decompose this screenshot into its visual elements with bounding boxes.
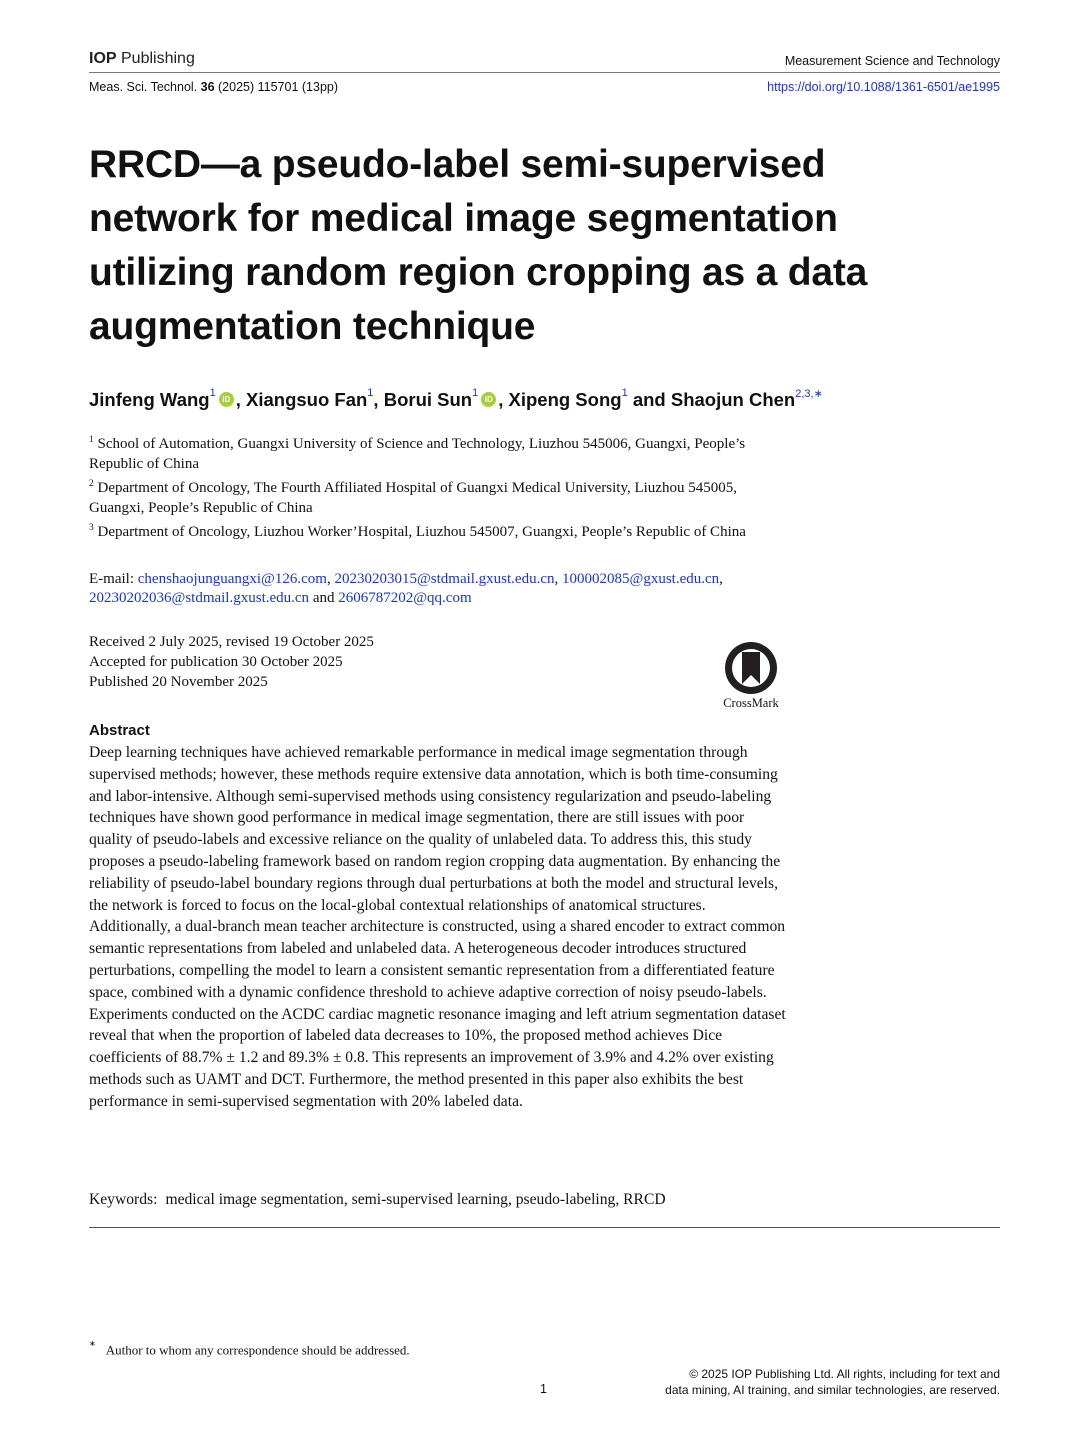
email-link[interactable]: 20230202036@stdmail.gxust.edu.cn	[89, 590, 310, 606]
abstract-heading: Abstract	[89, 722, 150, 739]
crossmark-label: CrossMark	[723, 696, 779, 710]
author-name: Borui Sun	[383, 389, 473, 410]
email-link[interactable]: 2606787202@qq.com	[338, 590, 472, 606]
affiliation-item	[89, 430, 769, 474]
author-affil-ref[interactable]: 1	[472, 387, 479, 399]
affiliation-number: 1	[89, 435, 94, 445]
affiliation-text: Department of Oncology, Liuzhou Worker’Hospital, Liuzhou 545007, Guangxi, People’s Republic of China	[93, 524, 746, 540]
footnote-text: Author to whom any correspondence should be addressed.	[105, 1342, 410, 1358]
affiliation-item	[89, 518, 769, 542]
author-list	[89, 389, 823, 411]
publisher-logo-bold: IOP	[89, 50, 117, 67]
keywords	[89, 1191, 666, 1209]
keywords-label: Keywords:	[89, 1191, 158, 1208]
header-bar	[89, 50, 1000, 73]
author-separator: ,	[235, 389, 246, 410]
author-separator: ,	[373, 389, 384, 410]
author-separator: and	[627, 389, 671, 410]
author-affil-ref[interactable]: 1	[367, 387, 374, 399]
received-date: Received 2 July 2025, revised 19 October 2025	[89, 634, 374, 650]
crossmark-badge[interactable]	[716, 640, 786, 712]
affiliations	[89, 430, 769, 542]
footnote	[89, 1339, 410, 1358]
author-name: Xipeng Song	[508, 389, 622, 410]
email-link[interactable]: 20230203015@stdmail.gxust.edu.cn	[334, 571, 555, 587]
affiliation-item	[89, 474, 769, 518]
publisher-logo	[89, 50, 195, 68]
published-date: Published 20 November 2025	[89, 674, 268, 690]
citation-details: (2025) 115701 (13pp)	[214, 80, 339, 94]
author-affil-ref[interactable]: 1	[621, 387, 628, 399]
author-affil-ref[interactable]: 2,3,∗	[795, 388, 823, 400]
email-link[interactable]: 100002085@gxust.edu.cn	[562, 571, 720, 587]
citation-journal: Meas. Sci. Technol.	[89, 80, 201, 94]
affiliation-number: 3	[89, 523, 94, 533]
publisher-logo-rest: Publishing	[116, 50, 195, 67]
paper-title: RRCD—a pseudo-label semi-supervised network for medical image segmentation utilizing random region cropping as a data augmentation technique	[89, 143, 868, 348]
citation-line	[89, 80, 338, 94]
email-link[interactable]: chenshaojunguangxi@126.com	[137, 571, 327, 587]
author-name: Xiangsuo Fan	[246, 389, 368, 410]
email-separator: and	[309, 590, 339, 606]
email-separator: ,	[326, 571, 335, 587]
affiliation-text: Department of Oncology, The Fourth Affiliated Hospital of Guangxi Medical University, Liuzhou 545005, Guangxi, People’s Republic of China	[89, 480, 737, 516]
orcid-icon[interactable]: iD	[481, 392, 496, 407]
affiliation-number: 2	[89, 479, 94, 489]
page-number: 1	[540, 1382, 547, 1396]
citation-volume: 36	[200, 80, 215, 94]
publication-dates	[89, 632, 374, 692]
author-affil-ref[interactable]: 1	[209, 387, 216, 399]
email-separator: ,	[554, 571, 563, 587]
crossmark-icon	[723, 640, 779, 696]
accepted-date: Accepted for publication 30 October 2025	[89, 654, 343, 670]
author-name: Jinfeng Wang	[89, 389, 210, 410]
footnote-mark: ∗	[89, 1339, 96, 1348]
copyright-notice	[665, 1366, 1000, 1398]
author-name: Shaojun Chen	[670, 389, 796, 410]
abstract-text: Deep learning techniques have achieved remarkable performance in medical image segmentation through supervised methods; however, these methods require extensive data annotation, which is both time-consuming and labor-intensive. Although semi-supervised methods using consistency regularization and pseudo-labeling techniques have shown good performance in medical image segmentation, there are still issues with poor quality of pseudo-labels and excessive reliance on the quality of unlabeled data. To address this, this study proposes a pseudo-labeling framework based on random region cropping data augmentation. By enhancing the reliability of pseudo-label boundary regions through dual perturbations at both the model and structural levels, the network is forced to focus on the local-global contextual relationships of anatomical structures. Additionally, a dual-branch mean teacher architecture is constructed, using a shared encoder to extract common semantic representations from labeled and unlabeled data. A heterogeneous decoder introduces structured perturbations, compelling the model to learn a consistent semantic representation from a differentiated feature space, combined with a dynamic confidence threshold to achieve adaptive correction of noisy pseudo-labels. Experiments conducted on the ACDC cardiac magnetic resonance imaging and left atrium segmentation dataset reveal that when the proportion of labeled data decreases to 10%, the proposed method achieves Dice coefficients of 88.7% ± 1.2 and 89.3% ± 0.8. This represents an improvement of 3.9% and 4.2% over existing methods such as UAMT and DCT. Furthermore, the method presented in this paper also exhibits the best performance in semi-supervised segmentation with 20% labeled data.	[89, 744, 786, 1110]
email-block	[89, 570, 789, 608]
affiliation-text: School of Automation, Guangxi University of Science and Technology, Liuzhou 545006, Guangxi, People’s Republic of China	[89, 436, 746, 472]
author-separator: ,	[498, 389, 509, 410]
doi-link[interactable]: https://doi.org/10.1088/1361-6501/ae1995	[767, 80, 1000, 94]
copyright-line: data mining, AI training, and similar technologies, are reserved.	[665, 1383, 1000, 1397]
journal-name: Measurement Science and Technology	[784, 54, 1000, 68]
email-separator: ,	[719, 571, 723, 587]
keywords-text: medical image segmentation, semi-supervised learning, pseudo-labeling, RRCD	[165, 1191, 666, 1208]
copyright-line: © 2025 IOP Publishing Ltd. All rights, including for text and	[689, 1367, 1000, 1381]
email-label: E-mail:	[89, 571, 138, 587]
orcid-icon[interactable]: iD	[219, 392, 234, 407]
divider	[89, 1227, 1000, 1228]
